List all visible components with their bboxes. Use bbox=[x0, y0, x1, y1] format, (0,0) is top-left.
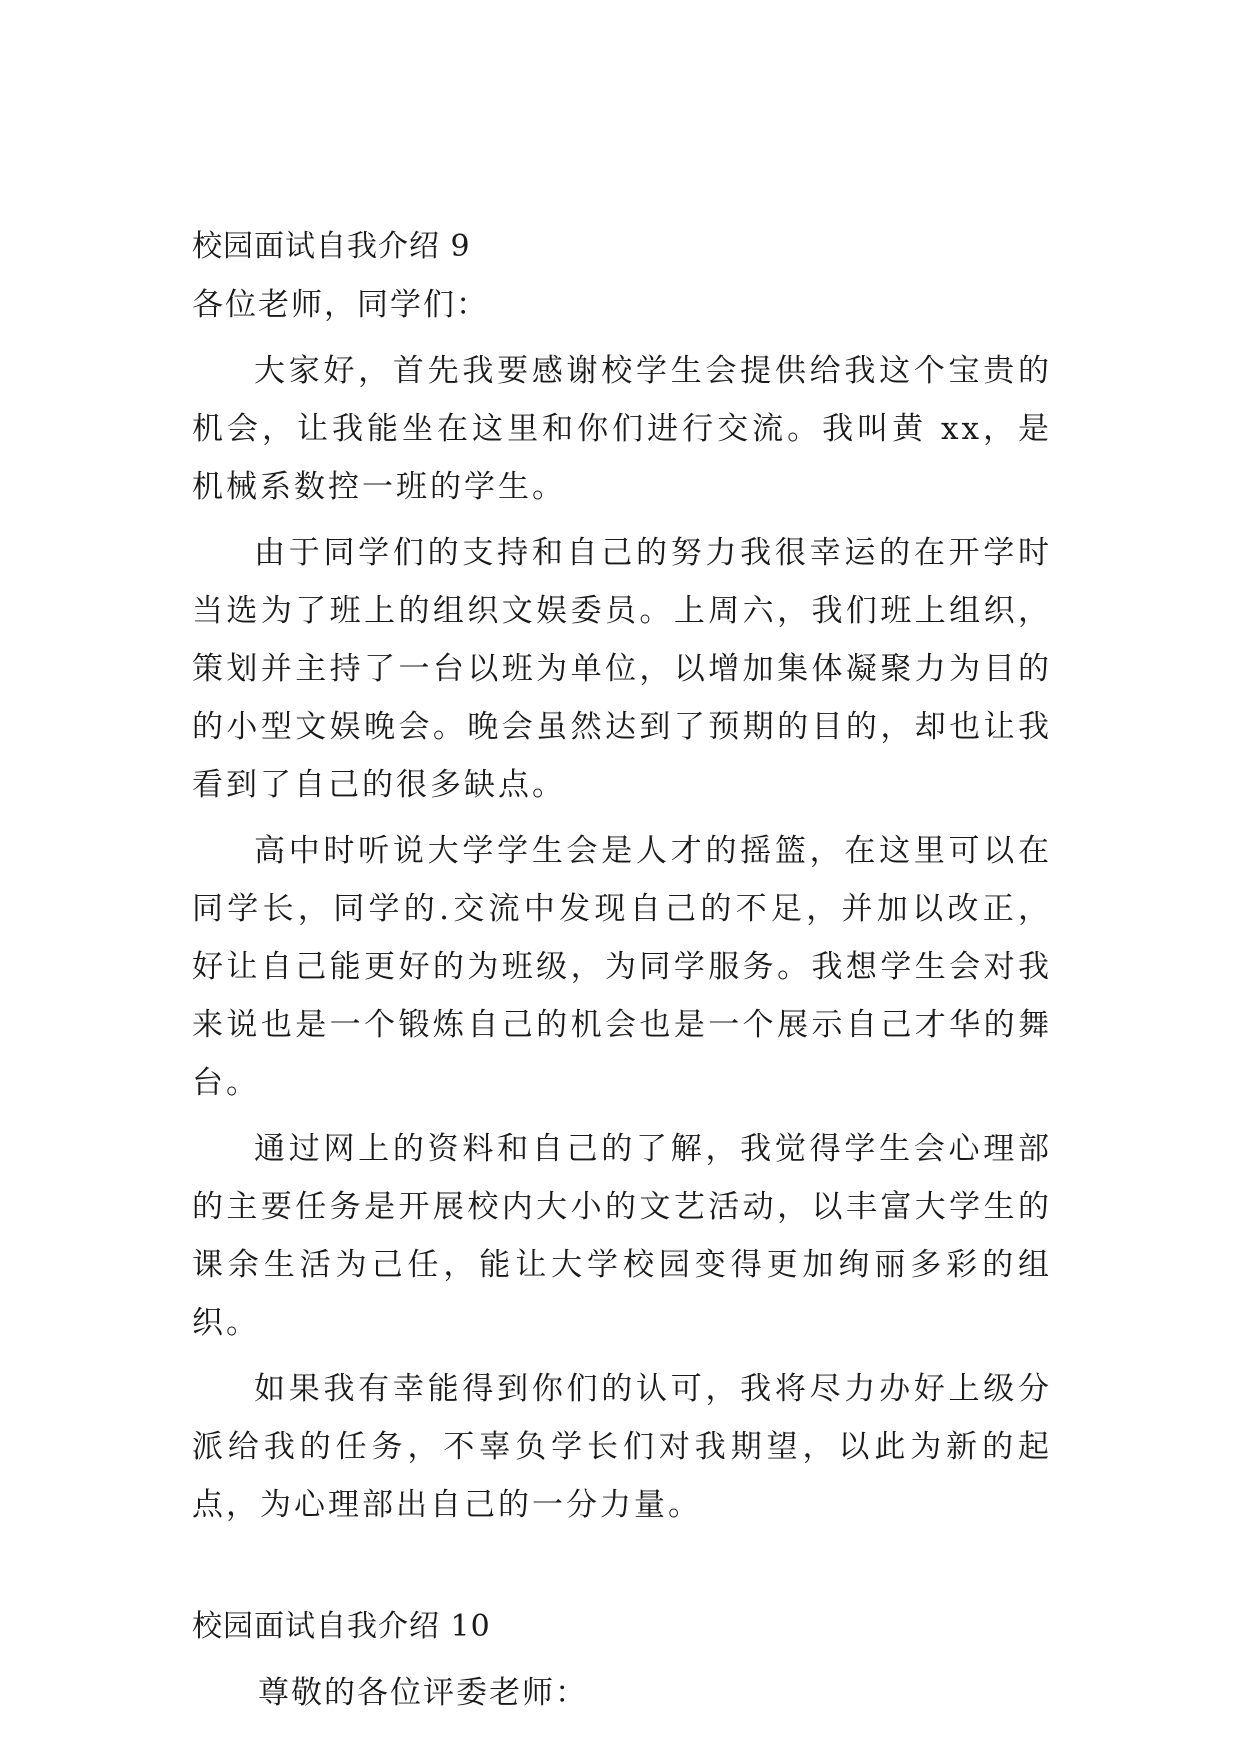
paragraph: 通过网上的资料和自己的了解，我觉得学生会心理部的主要任务是开展校内大小的文艺活动，以丰富大学生的课余生活为己任，能让大学校园变得更加绚丽多彩的组织。 bbox=[192, 1131, 1052, 1341]
paragraph: 大家好，首先我要感谢校学生会提供给我这个宝贵的机会，让我能坐在这里和你们进行交流。我叫黄 xx，是机械系数控一班的学生。 bbox=[192, 353, 1052, 505]
salutation: 尊敬的各位评委老师： bbox=[258, 1675, 588, 1711]
paragraph: 如果我有幸能得到你们的认可，我将尽力办好上级分派给我的任务，不辜负学长们对我期望，以此为新的起点，为心理部出自己的一分力量。 bbox=[192, 1371, 1052, 1523]
salutation: 各位老师，同学们： bbox=[192, 287, 489, 323]
section-heading: 校园面试自我介绍 10 bbox=[192, 1609, 491, 1644]
paragraph: 由于同学们的支持和自己的努力我很幸运的在开学时当选为了班上的组织文娱委员。上周六，我们班上组织，策划并主持了一台以班为单位，以增加集体凝聚力为目的的小型文娱晚会。晚会虽然达到了预期的目的，却也让我看到了自己的很多缺点。 bbox=[192, 535, 1052, 803]
document-body bbox=[192, 218, 1052, 1722]
section-heading: 校园面试自我介绍 9 bbox=[192, 229, 471, 264]
paragraph: 高中时听说大学学生会是人才的摇篮，在这里可以在同学长，同学的.交流中发现自己的不足，并加以改正，好让自己能更好的为班级，为同学服务。我想学生会对我来说也是一个锻炼自己的机会也是一个展示自己才华的舞台。 bbox=[192, 833, 1052, 1101]
